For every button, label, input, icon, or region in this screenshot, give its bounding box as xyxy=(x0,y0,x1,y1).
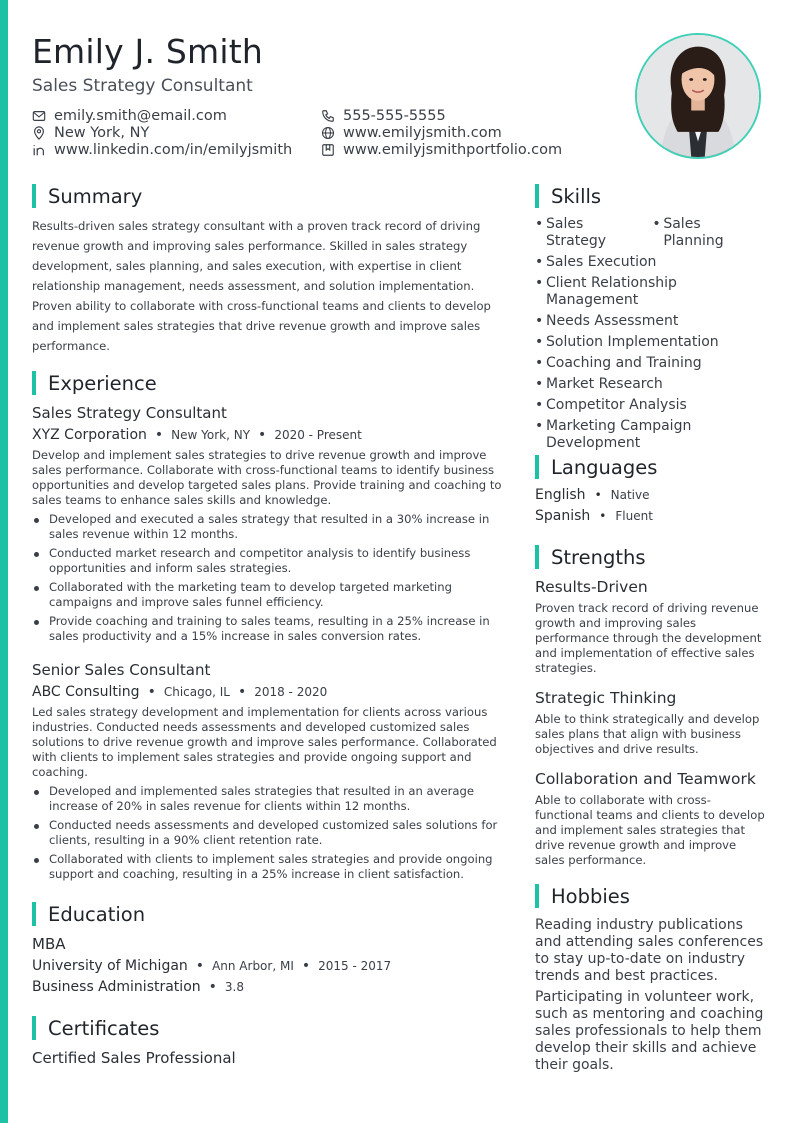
strength-title: Strategic Thinking xyxy=(535,689,677,707)
strength-description: Able to think strategically and develop sales plans that align with business objectives and drive results. xyxy=(535,712,760,756)
skill-item: • Coaching and Training xyxy=(535,355,702,371)
list-item: Collaborated with clients to implement sales strategies and provide ongoing support and coaching, resulting in a 25% increase in client satisfaction. xyxy=(32,852,510,882)
education-dates: 2015 - 2017 xyxy=(318,959,392,973)
skill-item: • Marketing Campaign Development xyxy=(535,418,692,451)
contact-email[interactable]: emily.smith@email.com xyxy=(32,108,227,124)
job-meta: ABC Consulting • Chicago, IL • 2018 - 2020 xyxy=(32,684,328,700)
strength-description: Able to collaborate with cross-functional teams and clients to develop and implement sales strategies that drive revenue growth and improve sales performance. xyxy=(535,793,765,867)
summary-text: Results-driven sales strategy consultant with a proven track record of driving revenue growth and improving sales performance. Skilled in sales strategy development, sales planning, and sales execution, with expertise in client relationship management, needs assessment, and solution implementation. Proven ability to collaborate with cross-functional teams and clients to develop and implement sales strategies that drive revenue growth and improve sales performance. xyxy=(32,219,491,353)
gpa: 3.8 xyxy=(224,980,244,994)
list-item: Conducted market research and competitor analysis to identify business opportunities and inform sales strategies. xyxy=(32,546,510,576)
strength-description: Proven track record of driving revenue growth and improving sales performance through the development and implementation of effective sales strategies. xyxy=(535,601,762,675)
accent-bar xyxy=(0,0,8,1123)
job-description: Led sales strategy development and implementation for clients across various industries. Conducted needs assessments and developed customized sales solutions to drive revenue growth and improve sales performance. Collaborated with clients to implement sales strategies and provide ongoing support and coaching. xyxy=(32,705,497,779)
skill-item: • Sales Planning xyxy=(652,216,724,249)
hobbies-heading: Hobbies xyxy=(535,884,630,908)
location-pin-icon xyxy=(32,126,46,140)
contact-linkedin[interactable]: www.linkedin.com/in/emilyjsmith xyxy=(32,142,292,158)
job-title: Senior Sales Consultant xyxy=(32,661,211,679)
phone-icon xyxy=(321,109,335,123)
skill-item: • Solution Implementation xyxy=(535,334,719,350)
skill-item: • Sales Execution xyxy=(535,254,657,270)
list-item: Conducted needs assessments and developed customized sales solutions for clients, resulting in a 90% client retention rate. xyxy=(32,818,510,848)
skill-item: • Sales Strategy xyxy=(535,216,606,249)
skills-list xyxy=(535,216,770,456)
contact-phone[interactable]: 555-555-5555 xyxy=(321,108,446,124)
job-company: XYZ Corporation xyxy=(32,427,147,443)
skills-heading: Skills xyxy=(535,184,601,208)
education-field: Business Administration • 3.8 xyxy=(32,979,244,995)
hobby-item: Reading industry publications and attending sales conferences to stay up-to-date on industry trends and best practices. xyxy=(535,917,764,984)
skill-item: • Competitor Analysis xyxy=(535,397,687,413)
job-location: Chicago, IL xyxy=(163,685,230,699)
contact-website[interactable]: www.emilyjsmith.com xyxy=(321,125,502,141)
languages-heading: Languages xyxy=(535,455,657,479)
experience-heading: Experience xyxy=(32,371,157,395)
education-heading: Education xyxy=(32,902,145,926)
job-dates: 2018 - 2020 xyxy=(254,685,328,699)
language-item: English • Native xyxy=(535,487,650,503)
candidate-name: Emily J. Smith xyxy=(32,32,263,71)
candidate-title: Sales Strategy Consultant xyxy=(32,76,253,96)
strengths-heading: Strengths xyxy=(535,545,646,569)
job-description: Develop and implement sales strategies to drive revenue growth and improve sales performance. Collaborate with cross-functional teams to identify business opportunities and develop targeted sales plans. Provide training and coaching to sales teams to enhance sales skills and knowledge. xyxy=(32,448,502,507)
degree: MBA xyxy=(32,935,66,953)
strength-title: Results-Driven xyxy=(535,578,648,596)
list-item: Collaborated with the marketing team to develop targeted marketing campaigns and improve sales funnel efficiency. xyxy=(32,580,510,610)
job-meta: XYZ Corporation • New York, NY • 2020 - Present xyxy=(32,427,362,443)
contact-location: New York, NY xyxy=(32,125,149,141)
school-name: University of Michigan xyxy=(32,958,188,974)
certificates-heading: Certificates xyxy=(32,1016,159,1040)
job-dates: 2020 - Present xyxy=(274,428,362,442)
skill-item: • Market Research xyxy=(535,376,663,392)
skill-item: • Needs Assessment xyxy=(535,313,679,329)
job-achievements xyxy=(32,784,510,886)
strength-title: Collaboration and Teamwork xyxy=(535,770,756,788)
linkedin-icon xyxy=(32,143,46,157)
job-location: New York, NY xyxy=(171,428,251,442)
contact-portfolio[interactable]: www.emilyjsmithportfolio.com xyxy=(321,142,562,158)
school-location: Ann Arbor, MI xyxy=(212,959,294,973)
job-title: Sales Strategy Consultant xyxy=(32,404,227,422)
list-item: Developed and executed a sales strategy that resulted in a 30% increase in sales revenue within 12 months. xyxy=(32,512,510,542)
list-item: Provide coaching and training to sales teams, resulting in a 25% increase in sales productivity and a 15% increase in sales conversion rates. xyxy=(32,614,510,644)
job-achievements xyxy=(32,512,510,648)
globe-icon xyxy=(321,126,335,140)
list-item: Developed and implemented sales strategies that resulted in an average increase of 20% in sales revenue for clients within 12 months. xyxy=(32,784,510,814)
portfolio-icon xyxy=(321,143,335,157)
summary-heading: Summary xyxy=(32,184,142,208)
hobby-item: Participating in volunteer work, such as mentoring and coaching sales professionals to help them develop their skills and achieve their goals. xyxy=(535,989,764,1073)
certificate-item: Certified Sales Professional xyxy=(32,1049,236,1067)
language-item: Spanish • Fluent xyxy=(535,508,653,524)
education-meta: University of Michigan • Ann Arbor, MI • 2015 - 2017 xyxy=(32,958,392,974)
job-company: ABC Consulting xyxy=(32,684,140,700)
field-of-study: Business Administration xyxy=(32,979,201,995)
skill-item: • Client Relationship Management xyxy=(535,275,677,308)
mail-icon xyxy=(32,109,46,123)
profile-photo xyxy=(635,33,761,159)
